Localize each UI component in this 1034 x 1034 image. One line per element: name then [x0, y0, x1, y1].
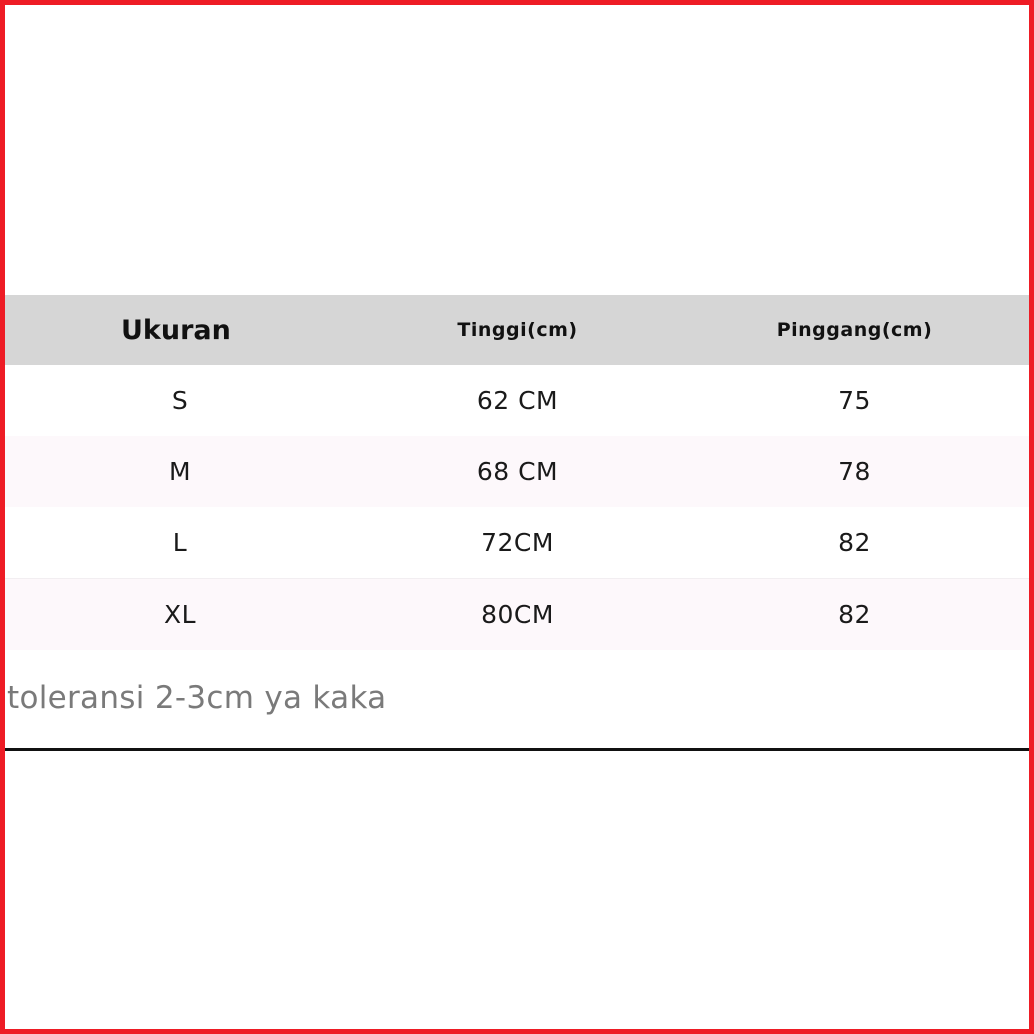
size-cell: XL [163, 600, 197, 629]
header-height: Tinggi(cm) [457, 319, 578, 341]
table-row [5, 436, 1029, 507]
table-row [5, 578, 1029, 650]
height-cell: 68 CM [476, 457, 559, 486]
waist-cell: 82 [838, 528, 871, 557]
header-size: Ukuran [121, 314, 231, 346]
waist-cell: 82 [838, 600, 871, 629]
table-header-row [5, 295, 1029, 365]
height-cell: 62 CM [476, 386, 559, 415]
waist-cell: 75 [838, 386, 871, 415]
table-row [5, 365, 1029, 436]
header-waist: Pinggang(cm) [776, 319, 933, 341]
height-cell: 72CM [481, 528, 554, 557]
size-cell: S [171, 386, 189, 415]
tolerance-note: toleransi 2-3cm ya kaka [7, 680, 387, 716]
size-cell: L [172, 528, 188, 557]
size-chart-table [5, 295, 1029, 650]
waist-cell: 78 [838, 457, 871, 486]
divider-line [5, 748, 1029, 751]
height-cell: 80CM [481, 600, 554, 629]
table-row [5, 507, 1029, 578]
size-cell: M [168, 457, 192, 486]
